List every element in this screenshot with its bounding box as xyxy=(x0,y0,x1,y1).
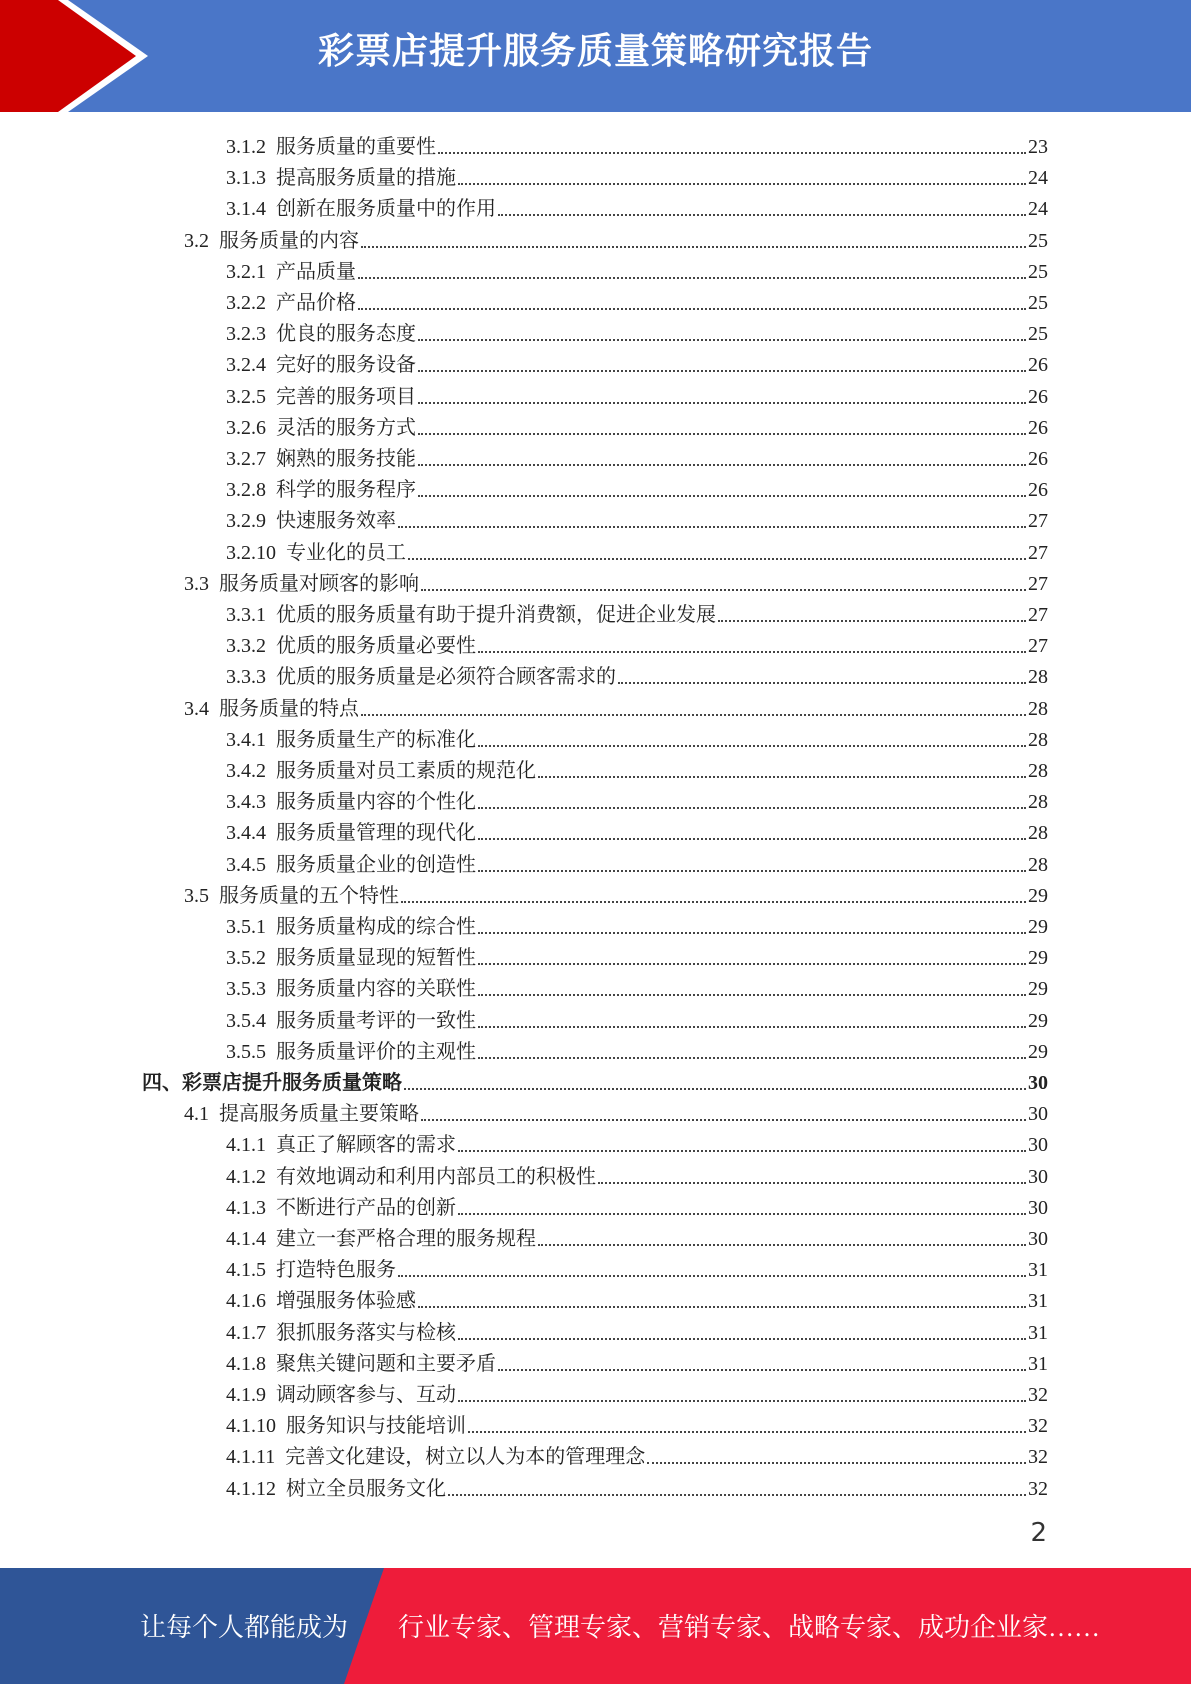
toc-entry[interactable] xyxy=(226,596,1048,627)
toc-entry-title: 优质的服务质量是必须符合顾客需求的 xyxy=(276,666,616,689)
toc-entry-number: 3.3 xyxy=(184,572,209,595)
toc-entry-number: 3.1.3 xyxy=(226,167,266,190)
toc-leader-dots xyxy=(404,1088,1026,1090)
toc-entry-number: 3.4 xyxy=(184,697,209,720)
toc-entry-page: 28 xyxy=(1028,728,1048,751)
toc-leader-dots xyxy=(358,308,1026,310)
toc-entry-page: 29 xyxy=(1028,1009,1048,1032)
toc-entry[interactable] xyxy=(226,1314,1048,1345)
toc-entry-page: 27 xyxy=(1028,604,1048,626)
toc-leader-dots xyxy=(408,558,1026,560)
toc-entry-page: 29 xyxy=(1028,947,1048,970)
toc-entry-page: 24 xyxy=(1028,198,1048,221)
toc-leader-dots xyxy=(538,776,1026,778)
toc-leader-dots xyxy=(458,1338,1026,1340)
toc-entry[interactable] xyxy=(184,690,1048,721)
toc-leader-dots xyxy=(478,807,1026,809)
toc-entry-page: 25 xyxy=(1028,292,1048,314)
toc-entry[interactable] xyxy=(226,970,1048,1001)
toc-entry[interactable] xyxy=(226,1189,1048,1220)
toc-entry-number: 4.1.2 xyxy=(226,1165,266,1188)
toc-entry-page: 25 xyxy=(1028,260,1048,283)
toc-entry-title: 建立一套严格合理的服务规程 xyxy=(276,1228,536,1250)
toc-leader-dots xyxy=(478,651,1026,653)
toc-entry-page: 27 xyxy=(1028,572,1048,595)
toc-entry[interactable] xyxy=(226,939,1048,970)
toc-entry-title: 服务质量的五个特性 xyxy=(219,884,399,907)
toc-entry[interactable] xyxy=(226,534,1048,565)
toc-entry-page: 32 xyxy=(1028,1446,1048,1469)
toc-leader-dots xyxy=(498,214,1026,216)
toc-entry[interactable] xyxy=(226,1407,1048,1438)
toc-entry-number: 3.5.3 xyxy=(226,978,266,1001)
toc-entry-number: 3.2.10 xyxy=(226,541,276,564)
toc-leader-dots xyxy=(418,433,1026,435)
toc-leader-dots xyxy=(358,277,1026,279)
toc-entry[interactable] xyxy=(226,315,1048,346)
toc-leader-dots xyxy=(418,402,1026,404)
toc-entry[interactable] xyxy=(226,1251,1048,1282)
toc-entry-number: 4.1.4 xyxy=(226,1228,266,1250)
toc-entry-page: 23 xyxy=(1028,136,1048,158)
toc-entry-title: 狠抓服务落实与检核 xyxy=(276,1321,456,1344)
toc-entry-number: 3.1.4 xyxy=(226,198,266,221)
toc-leader-dots xyxy=(421,1119,1026,1121)
toc-leader-dots xyxy=(468,1431,1026,1433)
toc-entry-number: 3.5.5 xyxy=(226,1040,266,1063)
toc-entry-number: 4.1.7 xyxy=(226,1321,266,1344)
toc-leader-dots xyxy=(598,1182,1026,1184)
toc-entry-page: 29 xyxy=(1028,978,1048,1001)
toc-entry-title: 服务质量内容的个性化 xyxy=(276,791,476,814)
toc-entry[interactable] xyxy=(226,814,1048,845)
toc-entry-title: 科学的服务程序 xyxy=(276,479,416,502)
toc-entry-title: 灵活的服务方式 xyxy=(276,416,416,439)
toc-entry-title: 产品价格 xyxy=(276,292,356,314)
toc-entry[interactable] xyxy=(226,1158,1048,1189)
toc-entry[interactable] xyxy=(226,1126,1048,1157)
toc-entry-page: 26 xyxy=(1028,448,1048,470)
toc-entry-title: 不断进行产品的创新 xyxy=(276,1196,456,1219)
toc-entry[interactable] xyxy=(226,1470,1048,1501)
toc-entry-title: 服务质量显现的短暂性 xyxy=(276,947,476,970)
toc-entry[interactable] xyxy=(226,346,1048,377)
toc-entry[interactable] xyxy=(226,1438,1048,1469)
toc-entry-number: 3.5.4 xyxy=(226,1009,266,1032)
toc-entry-title: 真正了解顾客的需求 xyxy=(276,1134,456,1157)
toc-entry-number: 3.4.4 xyxy=(226,822,266,845)
toc-entry[interactable] xyxy=(226,908,1048,939)
toc-leader-dots xyxy=(418,339,1026,341)
toc-entry[interactable] xyxy=(184,222,1048,253)
toc-entry[interactable] xyxy=(226,128,1048,159)
toc-entry-number: 3.5.1 xyxy=(226,916,266,938)
toc-entry[interactable] xyxy=(226,471,1048,502)
toc-entry-number: 3.2.1 xyxy=(226,260,266,283)
toc-leader-dots xyxy=(618,682,1026,684)
toc-entry-title: 娴熟的服务技能 xyxy=(276,448,416,470)
toc-leader-dots xyxy=(398,526,1026,528)
toc-entry-title: 服务质量构成的综合性 xyxy=(276,916,476,938)
toc-entry[interactable] xyxy=(226,1002,1048,1033)
toc-entry[interactable] xyxy=(226,658,1048,689)
toc-entry[interactable] xyxy=(142,1064,1048,1095)
footer-slogan-right: 行业专家、管理专家、营销专家、战略专家、成功企业家…… xyxy=(398,1613,1101,1642)
toc-entry-page: 28 xyxy=(1028,822,1048,845)
toc-entry-page: 24 xyxy=(1028,167,1048,190)
toc-leader-dots xyxy=(538,1244,1026,1246)
document-title: 彩票店提升服务质量策略研究报告 xyxy=(317,31,873,72)
toc-entry-page: 29 xyxy=(1028,916,1048,938)
toc-leader-dots xyxy=(438,152,1026,154)
toc-entry-page: 25 xyxy=(1028,229,1048,252)
toc-leader-dots xyxy=(478,838,1026,840)
toc-entry[interactable] xyxy=(226,253,1048,284)
toc-entry-page: 32 xyxy=(1028,1415,1048,1438)
toc-leader-dots xyxy=(478,745,1026,747)
toc-entry-number: 3.3.3 xyxy=(226,666,266,689)
toc-entry-number: 3.5 xyxy=(184,884,209,907)
toc-entry-page: 30 xyxy=(1028,1196,1048,1219)
toc-leader-dots xyxy=(418,495,1026,497)
toc-entry-title: 服务知识与技能培训 xyxy=(286,1415,466,1438)
toc-entry-number: 3.5.2 xyxy=(226,947,266,970)
toc-entry-title: 产品质量 xyxy=(276,260,356,283)
toc-entry-page: 32 xyxy=(1028,1477,1048,1500)
toc-leader-dots xyxy=(458,1150,1026,1152)
toc-leader-dots xyxy=(418,464,1026,466)
toc-entry[interactable] xyxy=(226,846,1048,877)
toc-leader-dots xyxy=(478,870,1026,872)
toc-entry-number: 3.2 xyxy=(184,229,209,252)
toc-entry[interactable] xyxy=(226,752,1048,783)
toc-entry-number: 3.4.3 xyxy=(226,791,266,814)
toc-entry[interactable] xyxy=(226,502,1048,533)
toc-entry-title: 服务质量企业的创造性 xyxy=(276,853,476,876)
toc-entry-number: 3.2.3 xyxy=(226,323,266,346)
toc-leader-dots xyxy=(448,1494,1026,1496)
toc-entry-page: 31 xyxy=(1028,1352,1048,1375)
toc-entry-title: 专业化的员工 xyxy=(286,541,406,564)
toc-entry-title: 服务质量生产的标准化 xyxy=(276,728,476,751)
toc-entry-number: 3.2.8 xyxy=(226,479,266,502)
toc-entry-number: 3.3.1 xyxy=(226,604,266,626)
toc-entry-number: 4.1.8 xyxy=(226,1352,266,1375)
toc-leader-dots xyxy=(458,1400,1026,1402)
toc-entry-title: 优良的服务态度 xyxy=(276,323,416,346)
toc-entry[interactable] xyxy=(226,783,1048,814)
toc-entry-title: 优质的服务质量必要性 xyxy=(276,635,476,658)
toc-entry[interactable] xyxy=(226,190,1048,221)
page-footer xyxy=(0,1568,1191,1684)
toc-entry-number: 3.3.2 xyxy=(226,635,266,658)
toc-entry[interactable] xyxy=(226,159,1048,190)
toc-entry-title: 聚焦关键问题和主要矛盾 xyxy=(276,1352,496,1375)
toc-entry-number: 3.4.1 xyxy=(226,728,266,751)
toc-entry-page: 29 xyxy=(1028,884,1048,907)
toc-entry-number: 4.1.10 xyxy=(226,1415,276,1438)
toc-entry-page: 27 xyxy=(1028,541,1048,564)
toc-entry-page: 31 xyxy=(1028,1290,1048,1313)
toc-entry-title: 服务质量的内容 xyxy=(219,229,359,252)
toc-leader-dots xyxy=(458,1213,1026,1215)
toc-entry-number: 4.1.11 xyxy=(226,1446,276,1469)
toc-leader-dots xyxy=(498,1369,1026,1371)
toc-entry-title: 服务质量对员工素质的规范化 xyxy=(276,760,536,782)
toc-entry-number: 3.2.7 xyxy=(226,448,266,470)
header-arrow-shape xyxy=(0,0,160,112)
toc-entry[interactable] xyxy=(226,378,1048,409)
toc-entry[interactable] xyxy=(226,1376,1048,1407)
toc-entry-page: 30 xyxy=(1028,1103,1048,1126)
toc-leader-dots xyxy=(458,183,1026,185)
toc-entry-number: 3.4.2 xyxy=(226,760,266,782)
toc-entry-page: 27 xyxy=(1028,510,1048,533)
toc-entry-number: 4.1.6 xyxy=(226,1290,266,1313)
toc-entry[interactable] xyxy=(184,877,1048,908)
toc-entry[interactable] xyxy=(226,1220,1048,1251)
toc-leader-dots xyxy=(478,1026,1026,1028)
toc-entry-number: 4.1.12 xyxy=(226,1477,276,1500)
toc-entry-title: 服务质量管理的现代化 xyxy=(276,822,476,845)
toc-entry-number: 3.2.2 xyxy=(226,292,266,314)
page-number: 2 xyxy=(1030,1518,1047,1548)
toc-entry-title: 服务质量内容的关联性 xyxy=(276,978,476,1001)
toc-leader-dots xyxy=(401,901,1026,903)
toc-entry-title: 服务质量的重要性 xyxy=(276,136,436,158)
toc-entry-number: 3.4.5 xyxy=(226,853,266,876)
toc-entry[interactable] xyxy=(226,721,1048,752)
toc-entry-title: 服务质量对顾客的影响 xyxy=(219,572,419,595)
toc-entry-page: 28 xyxy=(1028,697,1048,720)
toc-entry[interactable] xyxy=(226,627,1048,658)
toc-entry-page: 28 xyxy=(1028,791,1048,814)
toc-entry-title: 服务质量评价的主观性 xyxy=(276,1040,476,1063)
toc-leader-dots xyxy=(398,1275,1026,1277)
toc-entry-title: 增强服务体验感 xyxy=(276,1290,416,1313)
toc-leader-dots xyxy=(361,714,1026,716)
toc-entry-page: 28 xyxy=(1028,666,1048,689)
toc-entry-title: 完善的服务项目 xyxy=(276,385,416,408)
footer-slogan-left: 让每个人都能成为 xyxy=(140,1613,349,1642)
toc-entry-page: 26 xyxy=(1028,416,1048,439)
toc-entry-page: 30 xyxy=(1028,1072,1048,1094)
toc-entry-page: 31 xyxy=(1028,1321,1048,1344)
toc-entry-title: 服务质量考评的一致性 xyxy=(276,1009,476,1032)
toc-entry-number: 4.1 xyxy=(184,1103,209,1126)
toc-entry[interactable] xyxy=(184,1095,1048,1126)
toc-entry[interactable] xyxy=(226,440,1048,471)
toc-leader-dots xyxy=(478,994,1026,996)
toc-entry-title: 完善文化建设，树立以人为本的管理理念 xyxy=(285,1446,646,1469)
toc-entry-page: 30 xyxy=(1028,1165,1048,1188)
toc-leader-dots xyxy=(418,370,1026,372)
toc-entry-page: 28 xyxy=(1028,760,1048,782)
toc-entry-number: 4.1.3 xyxy=(226,1196,266,1219)
toc-entry-number: 3.2.5 xyxy=(226,385,266,408)
toc-entry-title: 提高服务质量主要策略 xyxy=(219,1103,419,1126)
toc-entry-title: 完好的服务设备 xyxy=(276,354,416,377)
toc-entry-number: 4.1.9 xyxy=(226,1384,266,1406)
toc-entry-page: 28 xyxy=(1028,853,1048,876)
toc-entry-title: 调动顾客参与、互动 xyxy=(276,1384,456,1406)
toc-leader-dots xyxy=(361,246,1026,248)
toc-entry-page: 31 xyxy=(1028,1259,1048,1282)
toc-entry-title: 四、彩票店提升服务质量策略 xyxy=(142,1072,402,1094)
toc-entry-number: 4.1.5 xyxy=(226,1259,266,1282)
toc-entry-title: 优质的服务质量有助于提升消费额，促进企业发展 xyxy=(276,604,716,626)
toc-entry-title: 打造特色服务 xyxy=(276,1259,396,1282)
toc-entry-title: 创新在服务质量中的作用 xyxy=(276,198,496,221)
toc-entry-number: 3.2.9 xyxy=(226,510,266,533)
toc-leader-dots xyxy=(478,1057,1026,1059)
toc-entry-title: 提高服务质量的措施 xyxy=(276,167,456,190)
toc-leader-dots xyxy=(421,589,1026,591)
toc-entry[interactable] xyxy=(226,284,1048,315)
toc-entry-page: 25 xyxy=(1028,323,1048,346)
toc-leader-dots xyxy=(478,932,1026,934)
toc-entry[interactable] xyxy=(226,1033,1048,1064)
toc-entry-title: 有效地调动和利用内部员工的积极性 xyxy=(276,1165,596,1188)
toc-entry-title: 快速服务效率 xyxy=(276,510,396,533)
toc-entry-number: 3.1.2 xyxy=(226,136,266,158)
toc-entry-title: 服务质量的特点 xyxy=(219,697,359,720)
toc-entry[interactable] xyxy=(226,1282,1048,1313)
toc-entry[interactable] xyxy=(226,409,1048,440)
toc-entry-page: 30 xyxy=(1028,1228,1048,1250)
toc-leader-dots xyxy=(647,1462,1026,1464)
page-header xyxy=(0,0,1191,112)
toc-entry[interactable] xyxy=(184,565,1048,596)
toc-entry-title: 树立全员服务文化 xyxy=(286,1477,446,1500)
toc-entry-page: 29 xyxy=(1028,1040,1048,1063)
toc-leader-dots xyxy=(718,620,1026,622)
toc-entry[interactable] xyxy=(226,1345,1048,1376)
toc-entry-number: 3.2.4 xyxy=(226,354,266,377)
toc-entry-page: 32 xyxy=(1028,1384,1048,1406)
toc-entry-page: 26 xyxy=(1028,385,1048,408)
toc-leader-dots xyxy=(418,1306,1026,1308)
toc-entry-number: 3.2.6 xyxy=(226,416,266,439)
toc-entry-page: 26 xyxy=(1028,354,1048,377)
toc-leader-dots xyxy=(478,963,1026,965)
toc-entry-page: 26 xyxy=(1028,479,1048,502)
toc-entry-page: 30 xyxy=(1028,1134,1048,1157)
toc-entry-number: 4.1.1 xyxy=(226,1134,266,1157)
toc-entry-page: 27 xyxy=(1028,635,1048,658)
